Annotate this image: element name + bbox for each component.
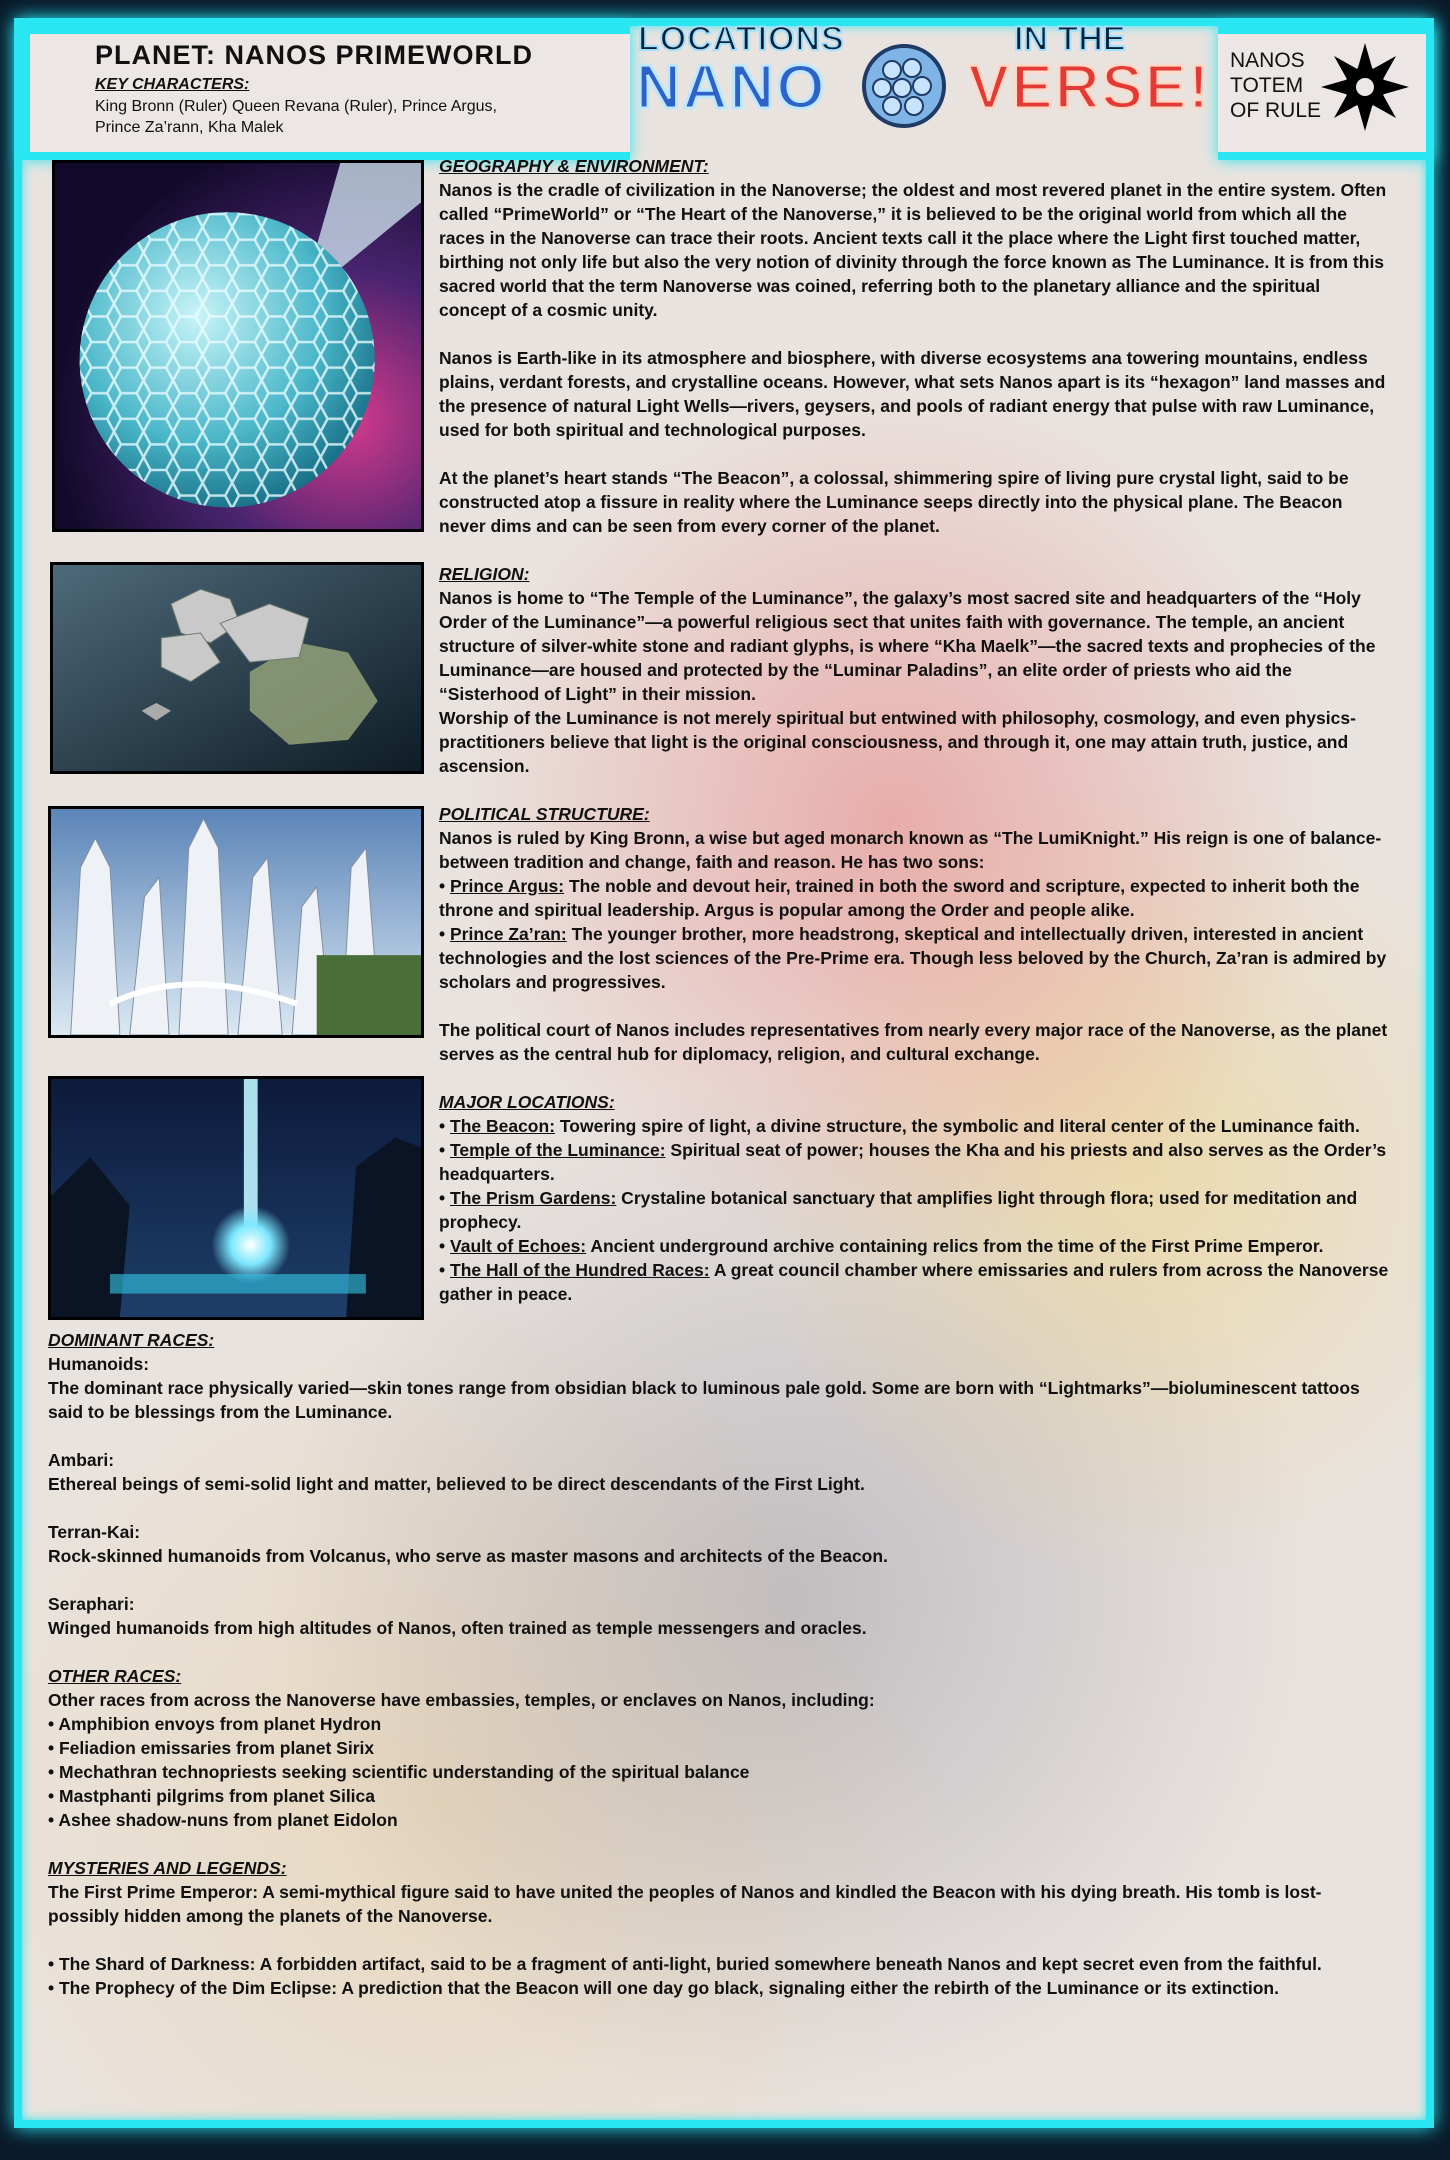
son-text: The younger brother, more headstrong, skeptical and intellectually driven, interested in ancient technologies and the lost sciences of the Pre-Prime era. Though less beloved by the Church, Za’ran is admired by scholars and progressives. [439, 924, 1387, 992]
beacon-image [48, 1076, 424, 1320]
planet-image [52, 160, 424, 532]
locations-section [439, 1090, 1389, 1306]
location-item: • The Prism Gardens: Crystaline botanical sanctuary that amplifies light through flora; used for meditation and prophecy. [439, 1188, 1358, 1232]
series-logo [630, 16, 1211, 126]
race-name: Ambari: [48, 1450, 115, 1470]
other-race-item: • Mechathran technopriests seeking scientific understanding of the spiritual balance [48, 1762, 750, 1782]
son-name: Prince Argus: [450, 876, 565, 896]
other-races-section [48, 1664, 1388, 1832]
location-text: Crystaline botanical sanctuary that amplifies light through flora; used for meditation and prophecy. [439, 1188, 1358, 1232]
geography-paragraph-3: At the planet’s heart stands “The Beacon”, a colossal, shimmering spire of living pure crystal light, said to be constructed atop a fissure in reality where the Luminance seeps directly into the physical plane. The Beacon never dims and can be seen from every corner of the planet. [439, 468, 1349, 536]
logo-in-the: IN THE [1014, 20, 1126, 58]
nano-orb-icon [858, 40, 950, 132]
location-item: • The Beacon: Towering spire of light, a divine structure, the symbolic and literal center of the Luminance faith. [439, 1116, 1360, 1136]
hex-city-island-image [50, 562, 424, 774]
geography-heading: GEOGRAPHY & ENVIRONMENT: [439, 156, 709, 176]
location-text: Towering spire of light, a divine structure, the symbolic and literal center of the Luminance faith. [555, 1116, 1360, 1136]
location-name: The Prism Gardens: [450, 1188, 617, 1208]
key-characters-heading: KEY CHARACTERS: [95, 76, 250, 93]
location-text: Ancient underground archive containing relics from the time of the First Prime Emperor. [586, 1236, 1324, 1256]
geography-paragraph-1: Nanos is the cradle of civilization in the Nanoverse; the oldest and most revered planet in the entire system. Often called “PrimeWorld” or “The Heart of the Nanoverse,” it is believed to be the original world from which all the races in the Nanoverse can trace their roots. Ancient texts call it the place where the Light first touched matter, birthing not only life but also the very notion of divinity through the force known as The Luminance. It is from this sacred world that the term Nanoverse was coined, referring both to the planetary alliance and the spiritual concept of a cosmic unity. [439, 180, 1387, 320]
location-text: Spiritual seat of power; houses the Kha and his priests and also serves as the Order’s headquarters. [439, 1140, 1387, 1184]
mystery-item: • The Prophecy of the Dim Eclipse: A prediction that the Beacon will one day go black, signaling either the rebirth of the Luminance or its extinction. [48, 1978, 1279, 1998]
location-text: A great council chamber where emissaries and rulers from across the Nanoverse gather in peace. [439, 1260, 1389, 1304]
race-name: Seraphari: [48, 1594, 135, 1614]
location-item: • Temple of the Luminance: Spiritual seat of power; houses the Kha and his priests and also serves as the Order’s headquarters. [439, 1140, 1387, 1184]
son-item: • Prince Za’ran: The younger brother, more headstrong, skeptical and intellectually driven, interested in ancient technologies and the lost sciences of the Pre-Prime era. Though less beloved by the Church, Za’ran is admired by scholars and progressives. [439, 924, 1387, 992]
race-text: Ethereal beings of semi-solid light and matter, believed to be direct descendants of the First Light. [48, 1474, 865, 1494]
political-paragraph-1: Nanos is ruled by King Bronn, a wise but aged monarch known as “The LumiKnight.” His reign is one of balance-between tradition and change, faith and reason. He has two sons: [439, 828, 1382, 872]
political-heading: POLITICAL STRUCTURE: [439, 804, 650, 824]
religion-heading: RELIGION: [439, 564, 530, 584]
son-item: • Prince Argus: The noble and devout heir, trained in both the sword and scripture, expected to inherit both the throne and spiritual leadership. Argus is popular among the Order and people alike. [439, 876, 1360, 920]
race-name: Terran-Kai: [48, 1522, 141, 1542]
political-paragraph-2: The political court of Nanos includes representatives from nearly every major race of the Nanoverse, as the planet serves as the central hub for diplomacy, religion, and cultural exchange. [439, 1020, 1388, 1064]
location-name: Temple of the Luminance: [450, 1140, 666, 1160]
races-heading: DOMINANT RACES: [48, 1330, 215, 1350]
race-text: Rock-skinned humanoids from Volcanus, who serve as master masons and architects of the Beacon. [48, 1546, 888, 1566]
son-text: The noble and devout heir, trained in both the sword and scripture, expected to inherit both the throne and spiritual leadership. Argus is popular among the Order and people alike. [439, 876, 1360, 920]
locations-heading: MAJOR LOCATIONS: [439, 1092, 615, 1112]
planet-title: PLANET: NANOS PRIMEWORLD [95, 40, 533, 70]
religion-paragraph-2: Worship of the Luminance is not merely spiritual but entwined with philosophy, cosmology, and even physics-practitioners believe that light is the original consciousness, and through it, one may attain truth, justice, and ascension. [439, 708, 1356, 776]
logo-locations: LOCATIONS [638, 20, 845, 58]
logo-nano: NANO [636, 53, 827, 122]
crystal-city-image [48, 806, 424, 1038]
totem-label [1230, 48, 1321, 123]
other-race-item: • Mastphanti pilgrims from planet Silica [48, 1786, 376, 1806]
races-section [48, 1328, 1388, 1640]
religion-paragraph-1: Nanos is home to “The Temple of the Luminance”, the galaxy’s most sacred site and headquarters of the “Holy Order of the Luminance”—a powerful religious sect that unites faith with governance. The temple, an ancient structure of silver-white stone and radiant glyphs, is where “Kha Maelk”—the sacred texts and prophecies of the Luminance—are housed and protected by the “Luminar Paladins”, an elite order of priests who aid the “Sisterhood of Light” in their mission. [439, 588, 1376, 704]
geography-section [439, 154, 1389, 538]
sun-star-icon [1318, 40, 1412, 134]
location-name: Vault of Echoes: [450, 1236, 587, 1256]
location-name: The Hall of the Hundred Races: [450, 1260, 710, 1280]
race-name: Humanoids: [48, 1354, 150, 1374]
totem-line-1: NANOS [1230, 49, 1305, 72]
other-race-item: • Ashee shadow-nuns from planet Eidolon [48, 1810, 398, 1830]
other-races-intro: Other races from across the Nanoverse have embassies, temples, or enclaves on Nanos, including: [48, 1690, 875, 1710]
logo-verse: VERSE! [968, 53, 1211, 122]
son-name: Prince Za’ran: [450, 924, 567, 944]
geography-paragraph-2: Nanos is Earth-like in its atmosphere and biosphere, with diverse ecosystems ana towering mountains, endless plains, verdant forests, and crystalline oceans. However, what sets Nanos apart is its “hexagon” land masses and the presence of natural Light Wells—rivers, geysers, and pools of radiant energy that pulse with raw Luminance, used for both spiritual and technological purposes. [439, 348, 1386, 440]
religion-section [439, 562, 1389, 778]
totem-line-2: TOTEM [1230, 74, 1304, 97]
other-races-heading: OTHER RACES: [48, 1666, 182, 1686]
other-race-item: • Amphibion envoys from planet Hydron [48, 1714, 382, 1734]
mystery-item: • The Shard of Darkness: A forbidden artifact, said to be a fragment of anti-light, buried somewhere beneath Nanos and kept secret even from the faithful. [48, 1954, 1322, 1974]
totem-line-3: OF RULE [1230, 99, 1322, 122]
location-item: • The Hall of the Hundred Races: A great council chamber where emissaries and rulers from across the Nanoverse gather in peace. [439, 1260, 1389, 1304]
other-race-item: • Feliadion emissaries from planet Sirix [48, 1738, 375, 1758]
mysteries-heading: MYSTERIES AND LEGENDS: [48, 1858, 287, 1878]
race-text: The dominant race physically varied—skin tones range from obsidian black to luminous pale gold. Some are born with “Lightmarks”—bioluminescent tattoos said to be blessings from the Luminance. [48, 1378, 1360, 1422]
key-characters-text: King Bronn (Ruler) Queen Revana (Ruler), Prince Argus, Prince Za’rann, Kha Malek [95, 98, 497, 136]
location-name: The Beacon: [450, 1116, 556, 1136]
location-item: • Vault of Echoes: Ancient underground archive containing relics from the time of the First Prime Emperor. [439, 1236, 1324, 1256]
race-text: Winged humanoids from high altitudes of Nanos, often trained as temple messengers and oracles. [48, 1618, 867, 1638]
mysteries-section [48, 1856, 1388, 2000]
mysteries-paragraph-1: The First Prime Emperor: A semi-mythical figure said to have united the peoples of Nanos and kindled the Beacon with his dying breath. His tomb is lost-possibly hidden among the planets of the Nanoverse. [48, 1882, 1322, 1926]
political-section [439, 802, 1389, 1066]
